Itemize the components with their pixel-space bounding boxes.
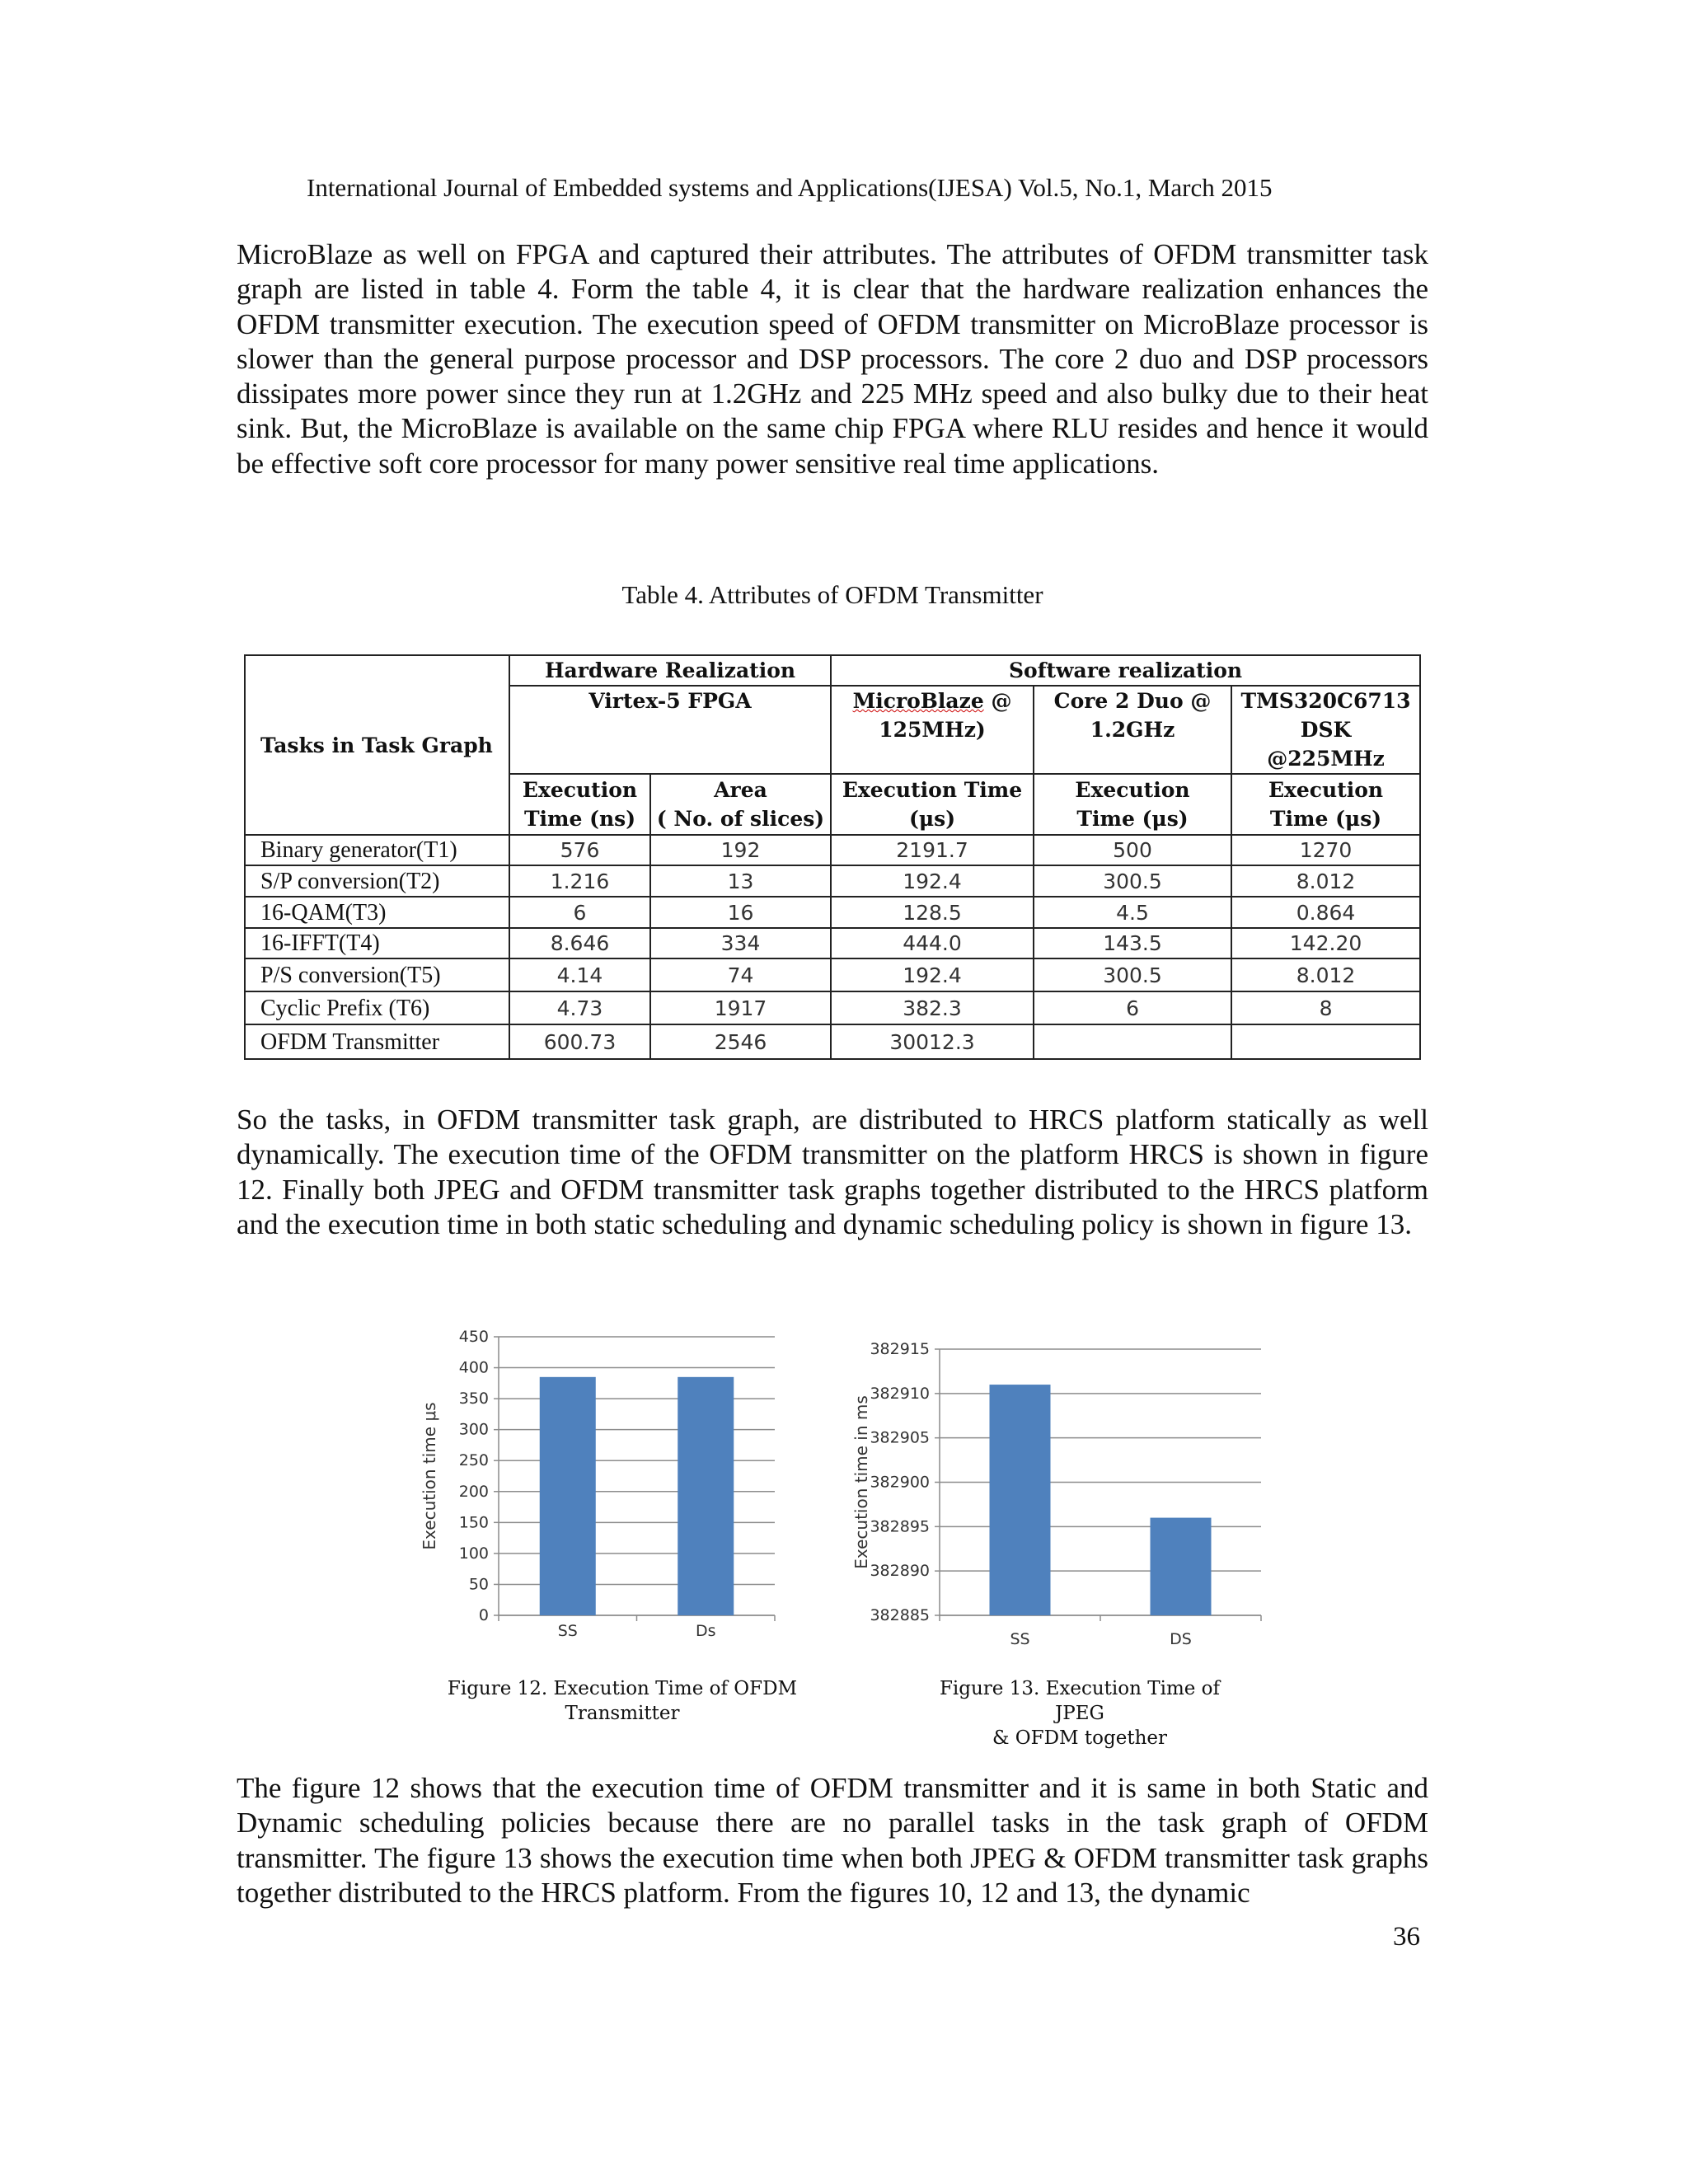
dsp-freq: @225MHz — [1267, 747, 1385, 771]
cell-hw-time: 1.216 — [509, 865, 650, 897]
col-hw-time-line2: Time (ns) — [523, 807, 636, 831]
y-tick-label: 382915 — [870, 1340, 930, 1358]
microblaze-freq: 125MHz) — [879, 718, 986, 742]
header-hardware-group: Hardware Realization — [509, 655, 831, 686]
cell-hw-time: 600.73 — [509, 1024, 650, 1059]
paragraph-2: So the tasks, in OFDM transmitter task graph, are distributed to HRCS platform statically as well dynamically. The execution time of the OFDM transmitter on the platform HRCS is shown in figure 12. Finally both JPEG and OFDM transmitter task graphs together distributed to the HRCS platform and the execution time in both static scheduling and dynamic scheduling policy is shown in figure 13. — [237, 1104, 1428, 1240]
y-tick-label: 150 — [458, 1513, 489, 1532]
y-tick-label: 382910 — [870, 1384, 930, 1403]
cell-mb-time: 192.4 — [831, 958, 1034, 991]
cell-dsp-time: 0.864 — [1231, 897, 1420, 928]
cell-mb-time: 192.4 — [831, 865, 1034, 897]
y-axis-label: Execution time in ms — [851, 1395, 871, 1569]
journal-header: International Journal of Embedded systems and Applications(IJESA) Vol.5, No.1, March 2015 — [307, 173, 1273, 202]
y-tick-label: 200 — [458, 1482, 489, 1501]
col-area-line1: Area — [714, 778, 767, 802]
table-row — [245, 958, 1420, 991]
paragraph-3: The figure 12 shows that the execution time of OFDM transmitter and it is same in both Static and Dynamic scheduling policies because there are no parallel tasks in the task graph of OFDM transmitter. The figure 13 shows the execution time when both JPEG & OFDM transmitter task graphs together distributed to the HRCS platform. From the figures 10, 12 and 13, the dynamic — [237, 1772, 1428, 1909]
cell-dsp-time: 8.012 — [1231, 958, 1420, 991]
figure-13-caption-line1: Figure 13. Execution Time of JPEG — [939, 1678, 1221, 1724]
cell-dsp-time: 1270 — [1231, 835, 1420, 865]
cell-task: Binary generator(T1) — [245, 835, 509, 865]
table-row — [245, 1024, 1420, 1059]
cell-area: 13 — [650, 865, 831, 897]
cell-core2-time: 500 — [1034, 835, 1231, 865]
cell-hw-time: 576 — [509, 835, 650, 865]
cell-task: P/S conversion(T5) — [245, 958, 509, 991]
paragraph-1: MicroBlaze as well on FPGA and captured their attributes. The attributes of OFDM transmitter task graph are listed in table 4. Form the table 4, it is clear that the hardware realization enhances the OFDM transmitter execution. The execution speed of OFDM transmitter on MicroBlaze processor is slower than the general purpose processor and DSP processors. The core 2 duo and DSP processors dissipates more power since they run at 1.2GHz and 225 MHz speed and also bulky due to their heat sink. But, the MicroBlaze is available on the same chip FPGA where RLU resides and hence it would be effective soft core processor for many power sensitive real time applications. — [237, 238, 1428, 480]
col-dsp-time — [1231, 774, 1420, 835]
y-tick-label: 382900 — [870, 1473, 930, 1492]
bar — [1151, 1518, 1212, 1615]
y-tick-label: 450 — [458, 1328, 489, 1346]
cell-hw-time: 6 — [509, 897, 650, 928]
cell-core2-time: 143.5 — [1034, 928, 1231, 958]
x-tick-label: Ds — [695, 1622, 716, 1640]
figure-12-caption-line2: Transmitter — [565, 1703, 680, 1724]
bar — [678, 1377, 734, 1615]
figure-13-caption — [915, 1676, 1245, 1750]
cell-core2-time: 4.5 — [1034, 897, 1231, 928]
core2-freq: 1.2GHz — [1090, 718, 1175, 742]
y-tick-label: 382895 — [870, 1517, 930, 1536]
cell-core2-time: 6 — [1034, 991, 1231, 1024]
x-tick-label: SS — [557, 1622, 578, 1640]
x-tick-label: SS — [1010, 1630, 1030, 1648]
table-row — [245, 835, 1420, 865]
header-dsp — [1231, 686, 1420, 774]
x-tick-label: DS — [1170, 1630, 1192, 1648]
header-tasks: Tasks in Task Graph — [245, 655, 509, 835]
cell-task: 16-QAM(T3) — [245, 897, 509, 928]
figure-12-caption — [412, 1676, 832, 1726]
attributes-table — [244, 654, 1421, 1060]
table-row — [245, 928, 1420, 958]
cell-mb-time: 444.0 — [831, 928, 1034, 958]
col-hw-time — [509, 774, 650, 835]
col-hw-time-line1: Execution — [522, 778, 638, 802]
cell-area: 334 — [650, 928, 831, 958]
col-core2-time-line1: Execution — [1075, 778, 1190, 802]
table-caption: Table 4. Attributes of OFDM Transmitter — [621, 580, 1043, 609]
cell-mb-time: 2191.7 — [831, 835, 1034, 865]
col-area-line2: ( No. of slices) — [656, 807, 825, 831]
cell-task: S/P conversion(T2) — [245, 865, 509, 897]
col-mb-time-line1: Execution Time — [842, 778, 1023, 802]
cell-core2-time: 300.5 — [1034, 865, 1231, 897]
cell-area: 2546 — [650, 1024, 831, 1059]
figure-12-chart — [412, 1319, 791, 1657]
y-tick-label: 350 — [458, 1390, 489, 1408]
figure-12-caption-line1: Figure 12. Execution Time of OFDM — [447, 1678, 798, 1699]
cell-mb-time: 128.5 — [831, 897, 1034, 928]
cell-area: 74 — [650, 958, 831, 991]
dsp-name: TMS320C6713 — [1240, 689, 1411, 713]
y-tick-label: 250 — [458, 1451, 489, 1470]
col-dsp-time-line1: Execution — [1268, 778, 1384, 802]
cell-area: 1917 — [650, 991, 831, 1024]
cell-task: 16-IFFT(T4) — [245, 928, 509, 958]
cell-task: OFDM Transmitter — [245, 1024, 509, 1059]
header-core2 — [1034, 686, 1231, 774]
header-software-group: Software realization — [831, 655, 1420, 686]
col-core2-time — [1034, 774, 1231, 835]
cell-area: 192 — [650, 835, 831, 865]
cell-core2-time — [1034, 1024, 1231, 1059]
y-tick-label: 400 — [458, 1358, 489, 1377]
y-tick-label: 382890 — [870, 1562, 930, 1581]
table-row — [245, 991, 1420, 1024]
figure-13-caption-line2: & OFDM together — [992, 1727, 1167, 1749]
table-row — [245, 865, 1420, 897]
cell-dsp-time: 8 — [1231, 991, 1420, 1024]
cell-core2-time: 300.5 — [1034, 958, 1231, 991]
header-virtex: Virtex-5 FPGA — [509, 686, 831, 774]
cell-mb-time: 382.3 — [831, 991, 1034, 1024]
cell-dsp-time: 8.012 — [1231, 865, 1420, 897]
microblaze-at: @ — [983, 689, 1012, 713]
bar — [540, 1377, 596, 1615]
figure-13-chart — [849, 1331, 1278, 1657]
y-tick-label: 382905 — [870, 1428, 930, 1447]
col-core2-time-line2: Time (μs) — [1076, 807, 1189, 831]
col-mb-time-line2: (μs) — [909, 807, 956, 831]
y-tick-label: 382885 — [870, 1606, 930, 1624]
page-number: 36 — [1393, 1922, 1420, 1952]
col-dsp-time-line2: Time (μs) — [1269, 807, 1382, 831]
y-tick-label: 100 — [458, 1544, 489, 1563]
y-axis-label: Execution time μs — [420, 1402, 439, 1550]
cell-dsp-time: 142.20 — [1231, 928, 1420, 958]
core2-name: Core 2 Duo @ — [1053, 689, 1212, 713]
table-row — [245, 897, 1420, 928]
cell-hw-time: 4.73 — [509, 991, 650, 1024]
y-tick-label: 300 — [458, 1420, 489, 1439]
header-microblaze — [831, 686, 1034, 774]
cell-mb-time: 30012.3 — [831, 1024, 1034, 1059]
col-area — [650, 774, 831, 835]
y-tick-label: 50 — [468, 1575, 489, 1594]
y-tick-label: 0 — [478, 1606, 489, 1624]
col-mb-time — [831, 774, 1034, 835]
cell-dsp-time — [1231, 1024, 1420, 1059]
bar — [990, 1385, 1051, 1615]
microblaze-text: MicroBlaze — [852, 689, 984, 713]
dsp-kit: DSK — [1300, 718, 1352, 742]
cell-hw-time: 4.14 — [509, 958, 650, 991]
cell-area: 16 — [650, 897, 831, 928]
cell-hw-time: 8.646 — [509, 928, 650, 958]
cell-task: Cyclic Prefix (T6) — [245, 991, 509, 1024]
